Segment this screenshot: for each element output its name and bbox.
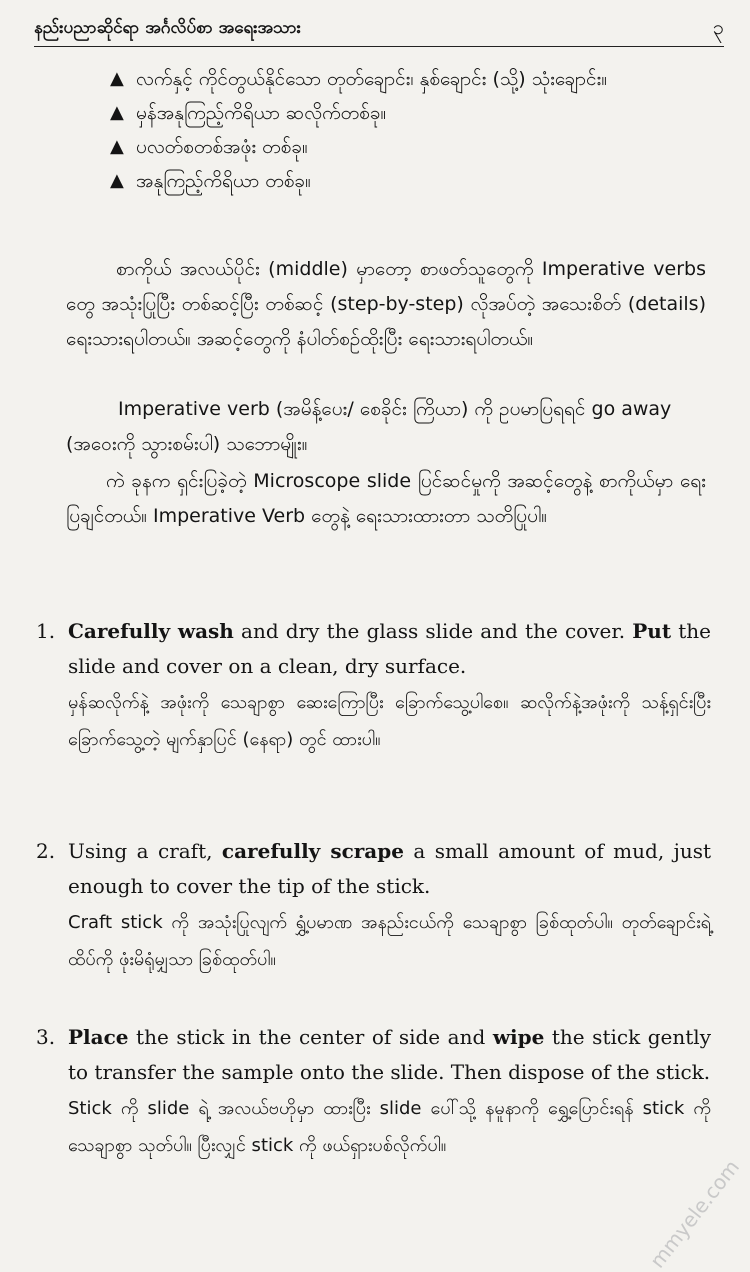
step-myanmar-text: မှန်ဆလိုက်နဲ့ အဖုံးကို သေချာစွာ ဆေးကြောပြီး ခြောက်သွေ့ပါစေ။ ဆလိုက်နဲ့အဖုံးကို သန့်ရှင်းပြီး ခြောက်သွေ့တဲ့ မျက်နှာပြင် (နေရာ) တွင် ထားပါ။ [68, 692, 711, 750]
step-number: 3. [36, 1025, 56, 1049]
step-number: 2. [36, 839, 56, 863]
imperative-verb: Carefully wash [68, 619, 234, 643]
triangle-bullet-icon: ▲ [110, 68, 124, 89]
running-title: နည်းပညာဆိုင်ရာ အင်္ဂလိပ်စာ အရေးအသား [34, 18, 301, 38]
imperative-verb: Put [632, 619, 672, 643]
step-number: 1. [36, 619, 56, 643]
imperative-verb: carefully scrape [221, 839, 404, 863]
materials-list [110, 62, 710, 198]
list-item-text: မှန်အနုကြည့်ကိရိယာ ဆလိုက်တစ်ခု။ [136, 102, 387, 124]
english-text-part: and dry the glass slide and the cover. [233, 619, 633, 643]
list-item [110, 96, 710, 130]
body-paragraph-middle: စာကိုယ် အလယ်ပိုင်း (middle) မှာတော့ စာဖတ်သူတွေကို Imperative verbs တွေ အသုံးပြုပြီး တစ်ဆင့်ပြီး တစ်ဆင့် (step-by-step) လိုအပ်တဲ့ အသေးစိတ် (details) ရေးသားရပါတယ်။ အဆင့်တွေကို နံပါတ်စဉ်ထိုးပြီး ရေးသားရပါတယ်။ [66, 258, 706, 350]
imperative-verb: wipe [492, 1025, 545, 1049]
page-header [34, 10, 724, 47]
step-body [68, 614, 711, 758]
list-item-text: ပလတ်စတစ်အဖုံး တစ်ခု။ [136, 136, 308, 158]
step-1 [36, 614, 711, 758]
step-3 [36, 1020, 711, 1164]
body-paragraph-intro-steps: ကဲ ခုနက ရှင်းပြခဲ့တဲ့ Microscope slide ပြင်ဆင်မှုကို အဆင့်တွေနဲ့ စာကိုယ်မှာ ရေးပြချင်တယ်။ Imperative Verb တွေနဲ့ ရေးသားထားတာ သတိပြုပါ။ [66, 470, 706, 527]
english-text-part: the slide and cover on a clean, dry surface. [68, 619, 711, 678]
english-text-part: the stick gently to transfer the sample onto the slide. Then dispose of the stick. [68, 1025, 711, 1084]
triangle-bullet-icon: ▲ [110, 136, 124, 157]
step-2 [36, 834, 711, 978]
step-myanmar-text: Craft stick ကို အသုံးပြုလျက် ရွှံ့ပမာဏ အနည်းငယ်ကို သေချာစွာ ခြစ်ထုတ်ပါ။ တုတ်ချောင်းရဲ့ထိပ်ကို ဖုံးမိရုံမျှသာ ခြစ်ထုတ်ပါ။ [68, 912, 711, 970]
step-english-text [68, 834, 711, 904]
step-body [68, 834, 711, 978]
triangle-bullet-icon: ▲ [110, 170, 124, 191]
list-item [110, 164, 710, 198]
english-text-part: the stick in the center of side and [128, 1025, 493, 1049]
list-item [110, 130, 710, 164]
step-english-text [68, 614, 711, 684]
triangle-bullet-icon: ▲ [110, 102, 124, 123]
imperative-verb: Place [68, 1025, 129, 1049]
list-item-text: အနုကြည့်ကိရိယာ တစ်ခု။ [136, 170, 311, 192]
page-number: ၃ [712, 15, 724, 39]
body-paragraph-imperative-example: Imperative verb (အမိန့်ပေး/ စေခိုင်း ကြိယာ) ကို ဥပမာပြရရင် go away (အဝေးကို သွားစမ်းပါ) သဘောမျိုး။ [66, 398, 672, 455]
watermark: mmyele.com [645, 1155, 744, 1272]
list-item-text: လက်နှင့် ကိုင်တွယ်နိုင်သော တုတ်ချောင်း၊ နှစ်ချောင်း (သို့) သုံးချောင်း။ [136, 68, 608, 90]
english-text-part: Using a craft, [68, 839, 222, 863]
step-myanmar-text: Stick ကို slide ရဲ့ အလယ်ဗဟိုမှာ ထားပြီး slide ပေါ်သို့ နမူနာကို ရွှေ့ပြောင်းရန် stick ကို သေချာစွာ သုတ်ပါ။ ပြီးလျှင် stick ကို ဖယ်ရှားပစ်လိုက်ပါ။ [68, 1098, 711, 1156]
list-item [110, 62, 710, 96]
english-text-part: a small amount of mud, just enough to cover the tip of the stick. [68, 839, 712, 898]
step-english-text [68, 1020, 711, 1090]
step-body [68, 1020, 711, 1164]
